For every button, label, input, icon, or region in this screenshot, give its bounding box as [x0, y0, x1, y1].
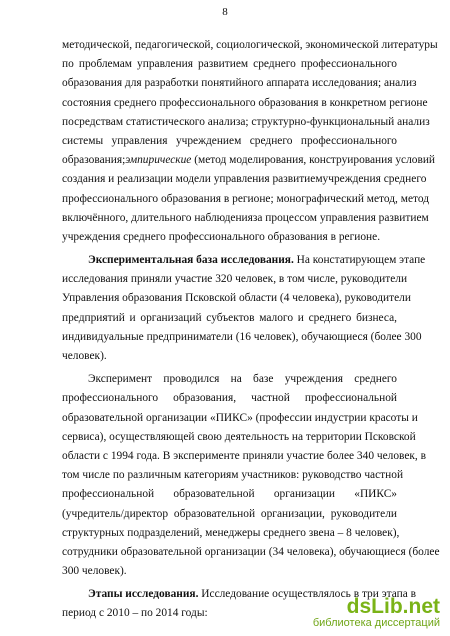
text-line: [62, 270, 408, 289]
text-run: создания и реализации модели управления развитиемучреждения среднего: [62, 173, 427, 186]
page-number: 8: [222, 6, 228, 18]
text-run: 300 человек).: [62, 565, 127, 578]
text-line: [62, 251, 426, 270]
text-run: (метод моделирования, конструирования условий: [191, 154, 436, 167]
text-line: [62, 289, 411, 308]
watermark-subtitle: библиотека диссертаций: [312, 617, 440, 629]
text-line: [62, 447, 426, 466]
text-line: [62, 74, 417, 93]
text-line: [62, 113, 430, 132]
text-run: сервиса), осуществляющей свою деятельность на территории Псковской: [62, 430, 416, 443]
text-run: структурных подразделений, менеджеры среднего звена – 8 человек),: [62, 526, 400, 539]
text-run: области с 1994 года. В эксперименте приняли участие более 340 человек, в: [62, 449, 426, 462]
text-run: по проблемам управления развитием среднего профессионального: [62, 58, 397, 71]
text-run: состояния среднего профессионального образования в конкретном регионе: [62, 96, 428, 109]
text-line: [62, 228, 397, 247]
text-run: Управления образования Псковской области (4 человека), руководители: [62, 292, 411, 305]
text-line: [62, 190, 429, 209]
text-line: [62, 94, 428, 113]
text-run: включённого, длительного наблюденияза процессом управления развитием: [62, 211, 429, 224]
italic-run: эмпирические: [125, 154, 192, 167]
text-run: Исследование осуществлялось в три этапа в: [198, 588, 416, 601]
text-line: [62, 36, 438, 55]
text-line: [62, 466, 404, 485]
text-line: [62, 132, 397, 151]
text-run: профессионального образования, частной профессиональной: [62, 392, 397, 405]
text-run: учреждения среднего профессионального образования в регионе.: [62, 230, 381, 243]
text-line: [62, 524, 400, 543]
text-run: человек).: [62, 350, 107, 362]
text-line: [62, 370, 397, 389]
text-line: [62, 485, 397, 504]
text-run: индивидуальные предприниматели (16 человек), обучающиеся (более 300: [62, 330, 422, 343]
text-run: методической, педагогической, социологической, экономической литературы: [62, 39, 438, 51]
text-line: [62, 170, 427, 189]
text-run: образования;: [62, 154, 126, 167]
text-line: [62, 428, 416, 447]
text-line: [62, 389, 397, 408]
paragraph: [62, 36, 438, 247]
text-run: (учредитель/директор образовательной организации, руководители: [62, 507, 397, 520]
text-run: образовательной организации «ПИКС» (профессии индустрии красоты и: [62, 411, 418, 424]
paragraph: [62, 370, 440, 581]
text-run: посредствам статистического анализа; структурно-функциональный анализ: [62, 115, 430, 128]
text-run: образования для разработки понятийного аппарата исследования; анализ: [62, 77, 417, 90]
text-line: [62, 505, 397, 524]
text-line: [62, 562, 397, 581]
text-line: [62, 151, 436, 170]
bold-heading-run: Этапы исследования.: [88, 588, 199, 601]
text-run: том числе по различным категориям участников: руководство частной: [62, 469, 404, 482]
text-run: предприятий и организаций субъектов малого и среднего бизнеса,: [62, 311, 397, 324]
text-line: [62, 55, 397, 74]
text-run: профессиональной образовательной организации «ПИКС»: [62, 488, 397, 501]
text-run: исследования приняли участие 320 человек, в том числе, руководители: [62, 273, 408, 286]
watermark-logo: dsLib.net: [346, 595, 440, 618]
text-run: сотрудники образовательной организации (34 человека), обучающиеся (более: [62, 545, 440, 558]
bold-heading-run: Экспериментальная база исследования.: [88, 254, 294, 267]
text-line: [62, 328, 422, 347]
text-line: [62, 209, 429, 228]
text-line: [62, 409, 418, 428]
text-line: [62, 543, 440, 562]
text-run: системы управления учреждением среднего профессионального: [62, 134, 397, 147]
text-line: [62, 347, 397, 366]
text-run: период с 2010 – по 2014 годы:: [62, 607, 208, 620]
watermark: [313, 596, 440, 630]
text-line: [62, 309, 397, 328]
text-run: Эксперимент проводился на базе учреждения среднего: [88, 373, 397, 386]
text-run: профессионального образования в регионе; монографический метод, метод: [62, 192, 429, 205]
paragraph: [62, 251, 426, 366]
text-run: На констатирующем этапе: [293, 254, 426, 267]
